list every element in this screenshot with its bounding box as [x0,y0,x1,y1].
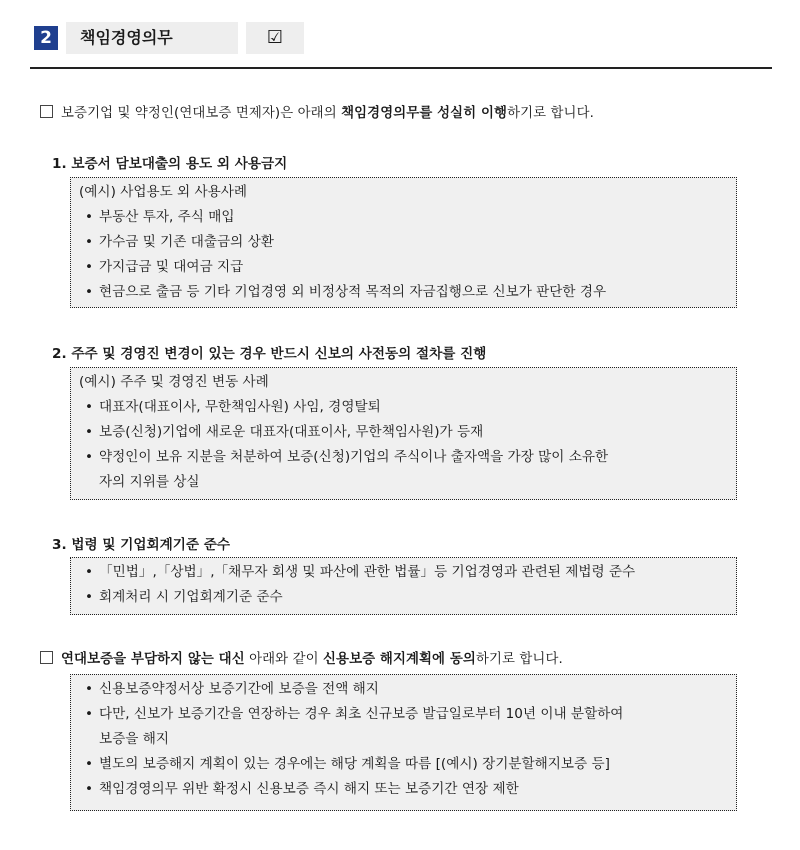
list-item: • 현금으로 출금 등 기타 기업경영 외 비정상적 목적의 자금집행으로 신보가 판단한 경우 [79,280,728,305]
consent-text-2: 하기로 합니다. [475,652,563,667]
list-item: • 약정인이 보유 지분을 처분하여 보증(신청)기업의 주식이나 출자액을 가장 많이 소유한 [79,445,728,470]
list-item: • 책임경영의무 위반 확정시 신용보증 즉시 해지 또는 보증기간 연장 제한 [79,777,728,802]
list-item: • 보증(신청)기업에 새로운 대표자(대표이사, 무한책임사원)가 등재 [79,420,728,445]
intro-text-2: 하기로 합니다. [507,106,594,121]
list-item: • 대표자(대표이사, 무한책임사원) 사임, 경영탈퇴 [79,395,728,420]
consent-text-1: 아래와 같이 [244,652,323,667]
section-3-box [70,557,737,615]
checked-box-icon[interactable]: ☑ [246,22,304,54]
section-3-title: 3. 법령 및 기업회계기준 준수 [52,537,230,553]
intro-paragraph [40,102,594,121]
consent-paragraph [40,648,563,667]
section-1-title: 1. 보증서 담보대출의 용도 외 사용금지 [52,156,288,172]
example-heading: (예시) 주주 및 경영진 변동 사례 [79,374,269,390]
checkbox-square-icon[interactable] [40,105,53,118]
example-heading: (예시) 사업용도 외 사용사례 [79,184,248,200]
consent-bold-text-2: 신용보증 해지계획에 동의 [323,652,476,667]
checkbox-square-icon[interactable] [40,651,53,664]
list-item: • 가지급금 및 대여금 지급 [79,255,728,280]
section-number-badge: 2 [34,26,58,50]
consent-box [70,674,737,811]
section-title: 책임경영의무 [66,22,238,54]
list-item-continuation: 보증을 해지 [99,731,169,747]
list-item: • 회계처리 시 기업회계기준 준수 [79,585,728,610]
section-2-box [70,367,737,500]
list-item-continuation: 자의 지위를 상실 [99,474,200,490]
intro-bold-text: 책임경영의무를 성실히 이행 [341,106,508,121]
consent-bold-text-1: 연대보증을 부담하지 않는 대신 [61,652,245,667]
list-item: • 부동산 투자, 주식 매입 [79,205,728,230]
list-item: • 「민법」,「상법」,「채무자 회생 및 파산에 관한 법률」등 기업경영과 관련된 제법령 준수 [79,560,728,585]
header-divider [30,67,772,69]
list-item: • 가수금 및 기존 대출금의 상환 [79,230,728,255]
section-1-box [70,177,737,308]
intro-text-1: 보증기업 및 약정인(연대보증 면제자)은 아래의 [61,106,342,121]
list-item: • 별도의 보증해지 계획이 있는 경우에는 해당 계획을 따름 [(예시) 장기분할해지보증 등] [79,752,728,777]
list-item: • 신용보증약정서상 보증기간에 보증을 전액 해지 [79,677,728,702]
list-item: • 다만, 신보가 보증기간을 연장하는 경우 최초 신규보증 발급일로부터 10년 이내 분할하여 [79,702,728,727]
section-2-title: 2. 주주 및 경영진 변경이 있는 경우 반드시 신보의 사전동의 절차를 진행 [52,346,487,362]
